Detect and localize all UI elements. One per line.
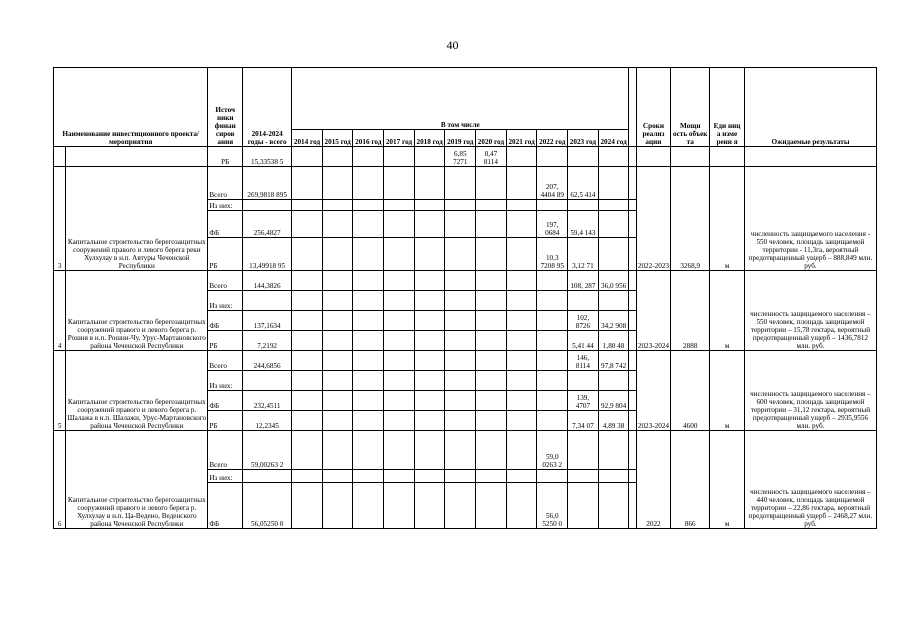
year-value-cell (537, 147, 568, 167)
source-cell: Всего (208, 271, 243, 291)
year-value-cell (384, 291, 415, 311)
project-result: численность защищаемого населения – 440 человек, площадь защищаемой территории – 22,86 гектара, вероятный предотвращенный ущерб – 2468,27 млн. руб. (744, 431, 876, 529)
year-value-cell (506, 167, 537, 200)
year-value-cell: 207, 4404 89 (537, 167, 568, 200)
year-value-cell: 8,47 8114 (476, 147, 507, 167)
year-value-cell: 197, 0684 (537, 211, 568, 238)
cell-empty (710, 147, 745, 167)
cell-empty (671, 147, 710, 167)
year-value-cell (568, 291, 599, 311)
year-value-cell (292, 431, 323, 470)
year-value-cell (445, 371, 476, 391)
year-value-cell (414, 147, 445, 167)
year-value-cell (445, 291, 476, 311)
year-value-cell (598, 238, 629, 271)
year-value-cell (322, 411, 353, 431)
project-result: численность защищаемого населения – 550 человек, площадь защищаемой территории – 15,78 гектара, вероятный предотвращенный ущерб – 1436,7812 млн. руб. (744, 271, 876, 351)
year-value-cell (506, 470, 537, 483)
year-value-cell (476, 200, 507, 211)
year-value-cell (445, 470, 476, 483)
year-value-cell (598, 200, 629, 211)
year-value-cell (292, 311, 323, 331)
year-value-cell (384, 311, 415, 331)
year-value-cell (476, 351, 507, 371)
year-value-cell: 97,8 742 (598, 351, 629, 371)
year-value-cell (322, 200, 353, 211)
year-value-cell (292, 351, 323, 371)
year-value-cell (322, 331, 353, 351)
project-unit: м (710, 271, 745, 351)
year-value-cell (598, 371, 629, 391)
year-value-cell (292, 238, 323, 271)
cell-empty (629, 311, 636, 331)
year-value-cell (414, 331, 445, 351)
year-value-cell (384, 211, 415, 238)
project-number: 3 (54, 167, 66, 271)
year-value-cell (445, 167, 476, 200)
year-value-cell (384, 331, 415, 351)
year-value-cell (292, 470, 323, 483)
total-cell: 59,00263 2 (243, 431, 292, 470)
source-cell: Всего (208, 351, 243, 371)
total-cell: 13,49918 95 (243, 238, 292, 271)
total-cell: 56,05250 0 (243, 483, 292, 529)
year-value-cell (322, 311, 353, 331)
year-value-cell (353, 167, 384, 200)
project-row (54, 167, 877, 200)
year-value-cell (476, 291, 507, 311)
year-value-cell (353, 431, 384, 470)
year-value-cell (414, 411, 445, 431)
project-unit: м (710, 351, 745, 431)
year-value-cell (537, 311, 568, 331)
year-value-cell (476, 470, 507, 483)
year-value-cell (537, 271, 568, 291)
year-value-cell (414, 271, 445, 291)
year-value-cell (445, 411, 476, 431)
project-period: 2023-2024 (636, 351, 671, 431)
year-value-cell: 36,0 956 (598, 271, 629, 291)
source-cell: ФБ (208, 311, 243, 331)
project-capacity: 2888 (671, 271, 710, 351)
year-value-cell (414, 431, 445, 470)
year-value-cell (292, 147, 323, 167)
cell-empty (629, 211, 636, 238)
cell-empty (629, 331, 636, 351)
source-cell: ФБ (208, 391, 243, 411)
cell-empty (629, 470, 636, 483)
total-cell: 7,2192 (243, 331, 292, 351)
header-including: В том числе (292, 68, 629, 130)
year-value-cell (506, 331, 537, 351)
project-row (54, 271, 877, 291)
cell-empty (636, 147, 671, 167)
year-value-cell (506, 291, 537, 311)
header-year: 2021 год (506, 130, 537, 147)
header-period: Сроки реализ ации (636, 68, 671, 147)
year-value-cell (414, 311, 445, 331)
year-value-cell (568, 371, 599, 391)
project-number: 5 (54, 351, 66, 431)
year-value-cell (414, 167, 445, 200)
year-value-cell (568, 483, 599, 529)
year-value-cell (322, 147, 353, 167)
year-value-cell: 1,80 48 (598, 331, 629, 351)
year-value-cell (384, 431, 415, 470)
year-value-cell (598, 211, 629, 238)
year-value-cell (537, 331, 568, 351)
header-result: Ожидаемые результаты (744, 68, 876, 147)
header-year: 2016 год (353, 130, 384, 147)
year-value-cell (506, 147, 537, 167)
header-year: 2014 год (292, 130, 323, 147)
year-value-cell (476, 311, 507, 331)
year-value-cell: 34,2 908 (598, 311, 629, 331)
header-source: Источ ники финан сиров ания (208, 68, 243, 147)
cell-empty (629, 411, 636, 431)
year-value-cell (476, 331, 507, 351)
year-value-cell (322, 431, 353, 470)
source-cell: РБ (208, 147, 243, 167)
year-value-cell (445, 391, 476, 411)
year-value-cell: 3,12 71 (568, 238, 599, 271)
year-value-cell (537, 411, 568, 431)
total-cell: 144,3826 (243, 271, 292, 291)
year-value-cell (506, 371, 537, 391)
year-value-cell: 108, 287 (568, 271, 599, 291)
year-value-cell (322, 291, 353, 311)
project-name: Капитальное строительство берегозащитных сооружений правого и левого берега р. Шалажа в н.п. Шалажи, Урус-Мартановского района Чеченской Республики (66, 351, 208, 431)
year-value-cell (322, 391, 353, 411)
year-value-cell (445, 431, 476, 470)
year-value-cell (476, 431, 507, 470)
carry-row (54, 147, 877, 167)
year-value-cell (414, 238, 445, 271)
project-row (54, 431, 877, 470)
total-cell: 15,33538 5 (243, 147, 292, 167)
year-value-cell (568, 470, 599, 483)
year-value-cell (353, 483, 384, 529)
year-value-cell (322, 238, 353, 271)
year-value-cell (292, 371, 323, 391)
total-cell: 269,9818 895 (243, 167, 292, 200)
year-value-cell (506, 391, 537, 411)
source-cell: РБ (208, 238, 243, 271)
year-value-cell (353, 411, 384, 431)
total-cell: 12,2345 (243, 411, 292, 431)
year-value-cell: 5,41 44 (568, 331, 599, 351)
project-row (54, 351, 877, 371)
year-value-cell (384, 238, 415, 271)
year-value-cell (476, 483, 507, 529)
year-value-cell (506, 271, 537, 291)
year-value-cell (476, 371, 507, 391)
year-value-cell (384, 391, 415, 411)
source-cell: Из них: (208, 291, 243, 311)
total-cell (243, 470, 292, 483)
year-value-cell (322, 371, 353, 391)
year-value-cell (476, 211, 507, 238)
year-value-cell (598, 470, 629, 483)
header-row-1 (54, 68, 877, 130)
year-value-cell (445, 271, 476, 291)
source-cell: Из них: (208, 200, 243, 211)
year-value-cell (353, 391, 384, 411)
year-value-cell: 62,5 414 (568, 167, 599, 200)
year-value-cell: 146, 8114 (568, 351, 599, 371)
cell-empty (629, 147, 636, 167)
year-value-cell (506, 311, 537, 331)
header-year: 2018 год (414, 130, 445, 147)
year-value-cell (568, 200, 599, 211)
total-cell (243, 291, 292, 311)
year-value-cell (292, 271, 323, 291)
year-value-cell (414, 483, 445, 529)
year-value-cell (322, 351, 353, 371)
year-value-cell: 102, 8726 (568, 311, 599, 331)
year-value-cell (384, 147, 415, 167)
total-cell: 137,1634 (243, 311, 292, 331)
year-value-cell (384, 411, 415, 431)
year-value-cell: 92,9 804 (598, 391, 629, 411)
year-value-cell (445, 351, 476, 371)
project-number: 4 (54, 271, 66, 351)
header-name: Наименование инвестиционного проекта/мероприятия (54, 68, 208, 147)
year-value-cell (384, 470, 415, 483)
year-value-cell (506, 238, 537, 271)
year-value-cell (384, 483, 415, 529)
year-value-cell (353, 470, 384, 483)
year-value-cell (292, 291, 323, 311)
year-value-cell (445, 200, 476, 211)
year-value-cell (353, 351, 384, 371)
year-value-cell (414, 351, 445, 371)
project-period: 2022 (636, 431, 671, 529)
cell-empty (629, 431, 636, 470)
year-value-cell (506, 211, 537, 238)
year-value-cell (476, 167, 507, 200)
year-value-cell (598, 167, 629, 200)
year-value-cell (353, 331, 384, 351)
year-value-cell (598, 147, 629, 167)
cell-empty (629, 238, 636, 271)
project-capacity: 4600 (671, 351, 710, 431)
project-number: 6 (54, 431, 66, 529)
year-value-cell (353, 238, 384, 271)
year-value-cell (506, 483, 537, 529)
year-value-cell (292, 331, 323, 351)
source-cell: Всего (208, 167, 243, 200)
cell-empty (629, 271, 636, 291)
project-capacity: 3268,9 (671, 167, 710, 271)
header-year: 2022 год (537, 130, 568, 147)
project-period: 2023-2024 (636, 271, 671, 351)
year-value-cell (445, 331, 476, 351)
year-value-cell (292, 167, 323, 200)
header-year: 2017 год (384, 130, 415, 147)
project-capacity: 866 (671, 431, 710, 529)
cell-empty (629, 200, 636, 211)
year-value-cell: 59,0 0263 2 (537, 431, 568, 470)
year-value-cell (384, 200, 415, 211)
cell-empty (629, 351, 636, 371)
year-value-cell (384, 351, 415, 371)
year-value-cell (292, 211, 323, 238)
year-value-cell (414, 211, 445, 238)
project-unit: м (710, 167, 745, 271)
project-name: Капитальное строительство берегозащитных сооружений правого и левого берега р. Хулхулау в н.п. Ца-Ведено, Веденского района Чеченской Республики (66, 431, 208, 529)
cell-empty (66, 147, 208, 167)
year-value-cell (506, 411, 537, 431)
year-value-cell (476, 391, 507, 411)
year-value-cell (384, 371, 415, 391)
source-cell: ФБ (208, 483, 243, 529)
year-value-cell: 4,89 38 (598, 411, 629, 431)
source-cell: РБ (208, 331, 243, 351)
year-value-cell: 7,34 07 (568, 411, 599, 431)
year-value-cell (414, 371, 445, 391)
year-value-cell (353, 291, 384, 311)
year-value-cell: 139, 4707 (568, 391, 599, 411)
header-year: 2020 год (476, 130, 507, 147)
year-value-cell (292, 483, 323, 529)
year-value-cell (537, 391, 568, 411)
year-value-cell (445, 238, 476, 271)
project-result: численность защищаемого населения – 600 человек, площадь защищаемой территории – 31,12 гектара, вероятный предотвращенный ущерб – 2935,9556 млн. руб. (744, 351, 876, 431)
year-value-cell (537, 351, 568, 371)
year-value-cell (598, 431, 629, 470)
year-value-cell (506, 200, 537, 211)
year-value-cell (445, 483, 476, 529)
year-value-cell (476, 411, 507, 431)
year-value-cell (598, 291, 629, 311)
year-value-cell: 10,3 7208 95 (537, 238, 568, 271)
year-value-cell (476, 271, 507, 291)
header-capacity: Мощн ость объек та (671, 68, 710, 147)
year-value-cell (414, 200, 445, 211)
year-value-cell (506, 431, 537, 470)
cell-empty (629, 291, 636, 311)
year-value-cell (322, 483, 353, 529)
cell-empty (629, 167, 636, 200)
source-cell: Из них: (208, 371, 243, 391)
cell-empty (629, 391, 636, 411)
year-value-cell (384, 167, 415, 200)
header-total: 2014-2024 годы - всего (243, 68, 292, 147)
year-value-cell (598, 483, 629, 529)
year-value-cell (292, 391, 323, 411)
year-value-cell (506, 351, 537, 371)
year-value-cell (322, 271, 353, 291)
year-value-cell (414, 291, 445, 311)
year-value-cell (353, 271, 384, 291)
year-value-cell (384, 271, 415, 291)
header-year: 2015 год (322, 130, 353, 147)
project-name: Капитальное строительство берегозащитных сооружений правого и левого берега р. Рошня в н.п. Рошни-Чу, Урус-Мартановского района Чеченской Республики (66, 271, 208, 351)
investment-table (53, 67, 877, 529)
year-value-cell (322, 167, 353, 200)
year-value-cell (537, 371, 568, 391)
project-name: Капитальное строительство берегозащитных сооружений правого и левого берега реки Хулхулау в н.п. Автуры Чеченской Республики (66, 167, 208, 271)
year-value-cell (445, 311, 476, 331)
year-value-cell: 56,0 5250 0 (537, 483, 568, 529)
year-value-cell (537, 291, 568, 311)
project-unit: м (710, 431, 745, 529)
year-value-cell (353, 200, 384, 211)
cell-empty (744, 147, 876, 167)
year-value-cell (322, 470, 353, 483)
page-number: 40 (446, 38, 459, 52)
year-value-cell (353, 311, 384, 331)
cell-empty (629, 371, 636, 391)
source-cell: Из них: (208, 470, 243, 483)
year-value-cell (537, 470, 568, 483)
year-value-cell (353, 371, 384, 391)
year-value-cell (353, 147, 384, 167)
total-cell (243, 371, 292, 391)
cell-empty (54, 147, 66, 167)
year-value-cell (476, 238, 507, 271)
header-gap (629, 68, 636, 147)
header-unit: Еди ниц а изме рени я (710, 68, 745, 147)
year-value-cell (568, 431, 599, 470)
year-value-cell: 6,85 7271 (445, 147, 476, 167)
year-value-cell (292, 411, 323, 431)
total-cell: 256,4827 (243, 211, 292, 238)
project-period: 2022-2023 (636, 167, 671, 271)
header-year: 2023 год (568, 130, 599, 147)
total-cell: 232,4511 (243, 391, 292, 411)
year-value-cell: 59,4 143 (568, 211, 599, 238)
year-value-cell (322, 211, 353, 238)
source-cell: ФБ (208, 211, 243, 238)
year-value-cell (353, 211, 384, 238)
header-year: 2019 год (445, 130, 476, 147)
total-cell: 244,6856 (243, 351, 292, 371)
year-value-cell (292, 200, 323, 211)
total-cell (243, 200, 292, 211)
year-value-cell (537, 200, 568, 211)
project-result: численность защищаемого населения - 550 человек, площадь защищаемой территории - 11,3га, вероятный предотвращенный ущерб – 888,849 млн. руб. (744, 167, 876, 271)
source-cell: РБ (208, 411, 243, 431)
header-year: 2024 год (598, 130, 629, 147)
cell-empty (629, 483, 636, 529)
year-value-cell (568, 147, 599, 167)
year-value-cell (445, 211, 476, 238)
source-cell: Всего (208, 431, 243, 470)
year-value-cell (414, 470, 445, 483)
year-value-cell (414, 391, 445, 411)
